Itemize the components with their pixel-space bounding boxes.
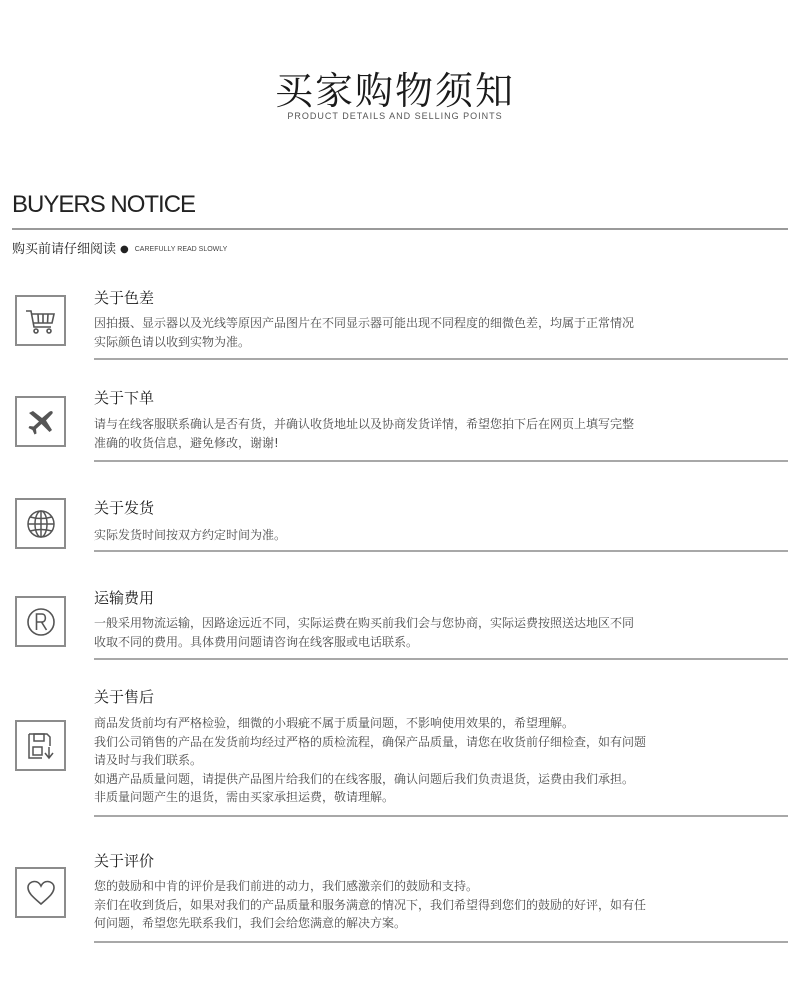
section-line: 一般采用物流运输，因路途远近不同，实际运费在购买前我们会与您协商，实际运费按照送达地区不同	[94, 616, 635, 630]
section-line: 实际颜色请以收到实物为准。	[94, 334, 251, 349]
section-divider	[94, 358, 788, 360]
notice-title: BUYERS NOTICE	[12, 191, 196, 218]
section-line: 请及时与我们联系。	[94, 753, 203, 767]
section-line: 商品发货前均有严格检验，细微的小瑕疵不属于质量问题，不影响使用效果的，希望理解。	[94, 716, 575, 730]
section-line: 收取不同的费用。具体费用问题请咨询在线客服或电话联系。	[94, 634, 419, 649]
section-line: 因拍摄、显示器以及光线等原因产品图片在不同显示器可能出现不同程度的细微色差，均属于正常情况	[94, 316, 635, 330]
section-title-freight: 运输费用	[94, 589, 155, 607]
section-body-aftersales	[94, 714, 744, 807]
section-line: 何问题，希望您先联系我们，我们会给您满意的解决方案。	[94, 916, 407, 930]
section-title-color: 关于色差	[94, 289, 155, 307]
section-title-order: 关于下单	[94, 389, 155, 407]
section-divider	[94, 550, 788, 552]
section-line: 如遇产品质量问题，请提供产品图片给我们的在线客服，确认问题后我们负责退货，运费由我们承担。	[94, 771, 635, 786]
section-title-aftersales: 关于售后	[94, 688, 155, 706]
globe-icon	[15, 498, 66, 549]
section-line: 我们公司销售的产品在发货前均经过严格的质检流程，确保产品质量，请您在收货前仔细检查，如有问题	[94, 734, 647, 749]
section-divider	[94, 941, 788, 943]
bullet-dot: ●	[120, 244, 129, 255]
registered-icon	[15, 596, 66, 647]
page-subtitle: PRODUCT DETAILS AND SELLING POINTS	[287, 111, 503, 121]
section-line: 非质量问题产生的退货，需由买家承担运费，敬请理解。	[94, 790, 395, 804]
section-line: 实际发货时间按双方约定时间为准。	[94, 528, 287, 542]
section-body-reviews	[94, 877, 744, 933]
section-divider	[94, 815, 788, 817]
section-line: 亲们在收到货后，如果对我们的产品质量和服务满意的情况下，我们希望得到您们的鼓励的好评，如有任	[94, 897, 647, 912]
section-line: 准确的收货信息，避免修改，谢谢!	[94, 435, 279, 450]
section-body-freight	[94, 614, 744, 651]
save-download-icon	[15, 720, 66, 771]
section-line: 请与在线客服联系确认是否有货，并确认收货地址以及协商发货详情，希望您拍下后在网页上填写完整	[94, 417, 635, 431]
airplane-icon	[15, 396, 66, 447]
section-title-reviews: 关于评价	[94, 852, 155, 870]
section-divider	[94, 658, 788, 660]
notice-divider	[12, 228, 788, 230]
section-divider	[94, 460, 788, 462]
section-body-order	[94, 415, 744, 452]
section-body-color	[94, 314, 744, 351]
section-body-shipping	[94, 526, 744, 545]
section-title-shipping: 关于发货	[94, 499, 155, 517]
notice-subtitle	[12, 238, 227, 257]
notice-subtitle-en: CAREFULLY READ SLOWLY	[134, 246, 228, 253]
page-title: 买家购物须知	[274, 69, 515, 113]
shopping-cart-icon	[15, 295, 66, 346]
notice-subtitle-cn: 购买前请仔细阅读	[12, 242, 117, 257]
section-line: 您的鼓励和中肯的评价是我们前进的动力，我们感激亲们的鼓励和支持。	[94, 879, 479, 893]
heart-icon	[15, 867, 66, 918]
